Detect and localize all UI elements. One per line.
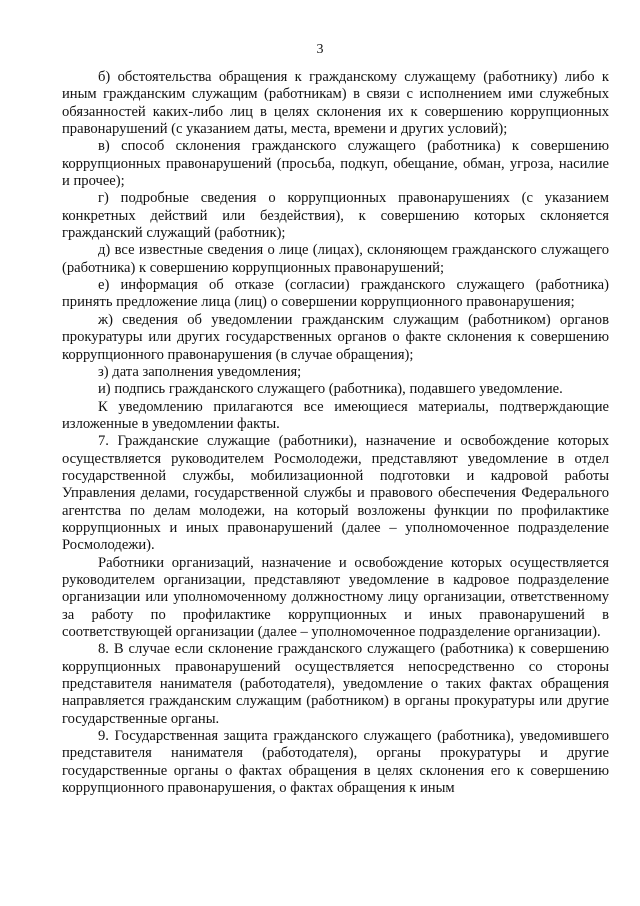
paragraph-d: д) все известные сведения о лице (лицах), склоняющем гражданского служащего (работника) к совершению коррупционных правонарушений; <box>62 242 609 276</box>
paragraph-z: з) дата заполнения уведомления; <box>98 363 302 380</box>
document-body <box>62 69 609 797</box>
paragraph-g: г) подробные сведения о коррупционных правонарушениях (с указанием конкретных действий или бездействия), к совершению которых склоняется гражданский служащий (работник); <box>62 190 609 242</box>
paragraph-zh: ж) сведения об уведомлении гражданским служащим (работником) органов прокуратуры или других государственных органов о факте склонения к совершению коррупционного правонарушения (в случае обращения); <box>62 311 609 363</box>
paragraph-7: 7. Гражданские служащие (работники), назначение и освобождение которых осуществляется руководителем Росмолодежи, представляют уведомление в отдел государственной службы, мобилизационной подготовки и кадровой работы Управления делами, государственной службы и правового обеспечения Федерального агентства по делам молодежи, на который возложены функции по профилактике коррупционных и иных правонарушений (далее – уполномоченное подразделение Росмолодежи). <box>62 433 609 554</box>
paragraph-attachments: К уведомлению прилагаются все имеющиеся материалы, подтверждающие изложенные в уведомлении факты. <box>62 398 609 432</box>
paragraph-b: б) обстоятельства обращения к гражданскому служащему (работнику) либо к иным гражданским служащим (работникам) в связи с исполнением ими служебных обязанностей каких-либо лиц в целях склонения их к совершению коррупционных правонарушений (с указанием даты, места, времени и других условий); <box>62 69 609 138</box>
paragraph-v: в) способ склонения гражданского служащего (работника) к совершению коррупционных правонарушений (просьба, подкуп, обещание, обман, угроза, насилие и прочее); <box>62 138 609 190</box>
paragraph-7-organizations: Работники организаций, назначение и освобождение которых осуществляется руководителем организации, представляют уведомление в кадровое подразделение организации или уполномоченному должностному лицу организации, ответственному за работу по профилактике коррупционных и иных правонарушений в соответствующей организации (далее – уполномоченное подразделение организации). <box>62 554 609 640</box>
paragraph-9: 9. Государственная защита гражданского служащего (работника), уведомившего представителя нанимателя (работодателя), органы прокуратуры и другие государственные органы о фактах обращения в целях склонения его к совершению коррупционного правонарушения, о фактах обращения к иным <box>62 728 609 797</box>
paragraph-e: е) информация об отказе (согласии) гражданского служащего (работника) принять предложение лица (лиц) о совершении коррупционного правонарушения; <box>62 277 609 311</box>
page-number: 3 <box>316 42 324 57</box>
paragraph-i: и) подпись гражданского служащего (работника), подавшего уведомление. <box>98 381 563 398</box>
paragraph-8: 8. В случае если склонение гражданского служащего (работника) к совершению коррупционных правонарушений осуществляется непосредственно со стороны представителя нанимателя (работодателя), уведомление о таких фактах обращения направляется гражданским служащим (работником) в органы прокуратуры или другие государственные органы. <box>62 641 609 727</box>
